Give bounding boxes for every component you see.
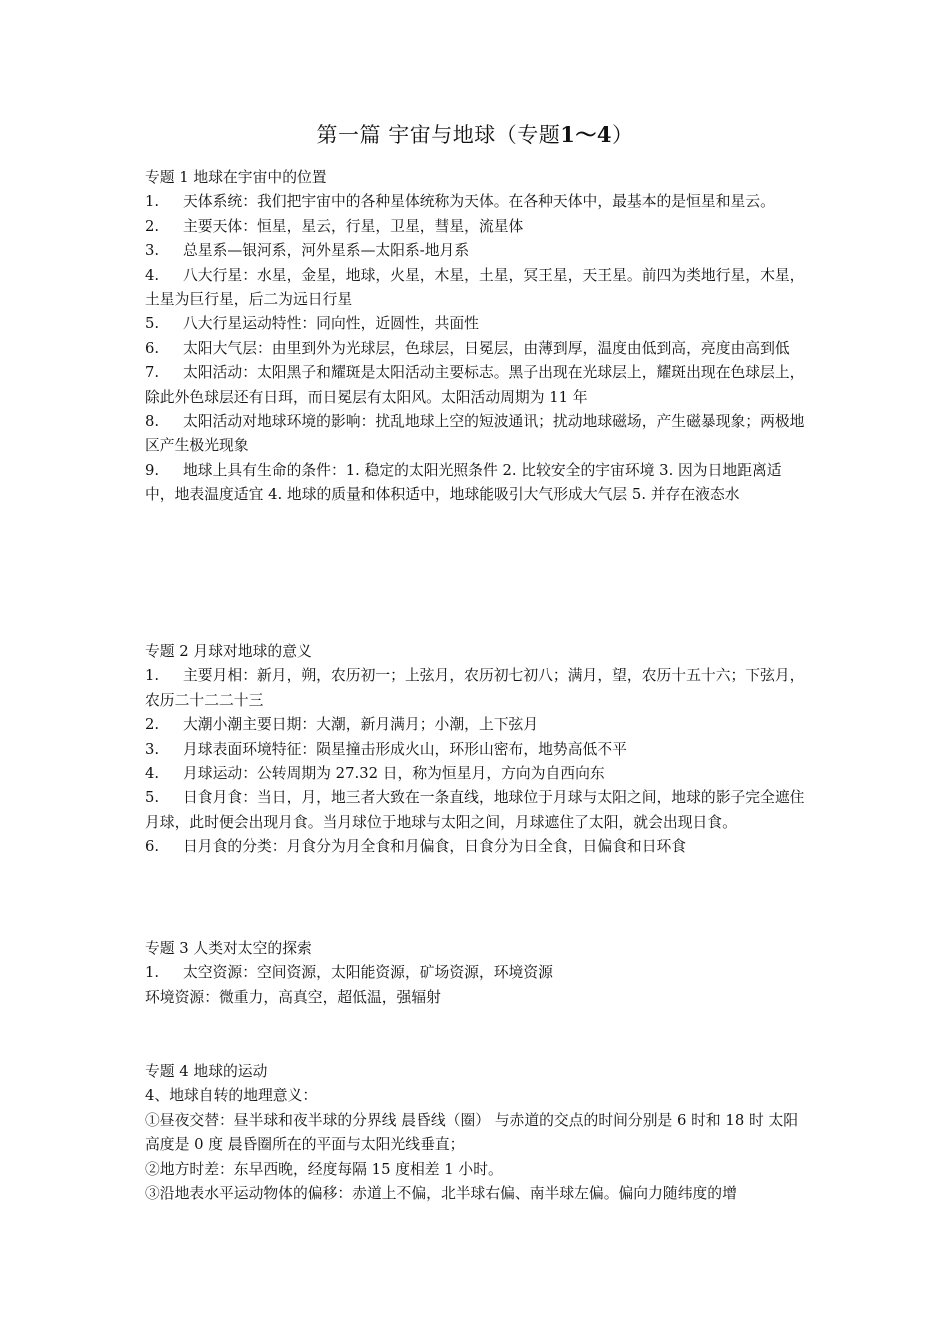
item-text: 太阳活动：太阳黑子和耀斑是太阳活动主要标志。黑子出现在光球层上，耀斑出现在色球层上，除此外色球层还有日珥，而日冕层有太阳风。太阳活动周期为 11 年 xyxy=(145,364,805,406)
list-item xyxy=(145,713,810,737)
item-text: ②地方时差：东早西晚，经度每隔 15 度相差 1 小时。 xyxy=(145,1160,503,1178)
item-text: 总星系—银河系，河外星系—太阳系-地月系 xyxy=(183,242,470,260)
item-number: 1. xyxy=(145,193,160,211)
list-item xyxy=(145,786,810,835)
item-text: 八大行星运动特性：同向性，近圆性，共面性 xyxy=(183,315,479,333)
section-heading: 专题 1 地球在宇宙中的位置 xyxy=(145,169,327,186)
item-number: 8. xyxy=(145,413,160,431)
list-item xyxy=(145,215,810,239)
list-item xyxy=(145,337,810,361)
section-heading: 专题 2 月球对地球的意义 xyxy=(145,643,312,660)
item-number: 9. xyxy=(145,461,160,479)
list-item xyxy=(145,1109,810,1158)
list-item xyxy=(145,664,810,713)
item-text: 日月食的分类：月食分为月全食和月偏食，日食分为日全食，日偏食和日环食 xyxy=(183,838,687,856)
item-number: 1. xyxy=(145,964,160,982)
list-item xyxy=(145,762,810,786)
item-text: ①昼夜交替：昼半球和夜半球的分界线 晨昏线（圈） 与赤道的交点的时间分别是 6 时和 18 时 太阳高度是 0 度 晨昏圈所在的平面与太阳光线垂直； xyxy=(145,1111,799,1154)
item-number: 2. xyxy=(145,217,160,235)
item-text: 环境资源：微重力，高真空，超低温，强辐射 xyxy=(145,988,441,1006)
item-text: 太阳大气层：由里到外为光球层，色球层，日冕层，由薄到厚，温度由低到高，亮度由高到低 xyxy=(183,339,790,357)
list-item xyxy=(145,361,810,410)
item-number: 6. xyxy=(145,838,160,856)
list-item xyxy=(145,986,810,1010)
page-title xyxy=(0,120,950,150)
section-heading: 专题 3 人类对太空的探索 xyxy=(145,940,312,957)
section-1 xyxy=(145,166,810,508)
item-text: 天体系统：我们把宇宙中的各种星体统称为天体。在各种天体中，最基本的是恒星和星云。 xyxy=(183,193,775,211)
item-text: 日食月食：当日，月，地三者大致在一条直线，地球位于月球与太阳之间，地球的影子完全遮住月球，此时便会出现月食。当月球位于地球与太阳之间，月球遮住了太阳，就会出现日食。 xyxy=(145,789,805,831)
item-number: 3. xyxy=(145,740,160,758)
item-text: 太空资源：空间资源，太阳能资源，矿场资源，环境资源 xyxy=(183,964,553,982)
item-text: 太阳活动对地球环境的影响：扰乱地球上空的短波通讯；扰动地球磁场，产生磁暴现象；两极地区产生极光现象 xyxy=(145,413,805,455)
list-item xyxy=(145,738,810,762)
list-item xyxy=(145,312,810,336)
list-item xyxy=(145,1084,810,1108)
item-number: 1. xyxy=(145,667,160,685)
item-text: 地球上具有生命的条件：1. 稳定的太阳光照条件 2. 比较安全的宇宙环境 3. 因为日地距离适中，地表温度适宜 4. 地球的质量和体积适中，地球能吸引大气形成大气层 5. 并存在液态水 xyxy=(145,461,782,504)
item-text: 主要天体：恒星，星云，行星，卫星，彗星，流星体 xyxy=(183,217,524,235)
title-suffix: ） xyxy=(611,123,634,147)
list-item xyxy=(145,459,810,508)
item-text: ③沿地表水平运动物体的偏移：赤道上不偏，北半球右偏、南半球左偏。偏向力随纬度的增 xyxy=(145,1185,737,1203)
item-text: 主要月相：新月，朔，农历初一；上弦月，农历初七初八；满月，望，农历十五十六；下弦月，农历二十二二十三 xyxy=(145,667,805,709)
section-heading: 专题 4 地球的运动 xyxy=(145,1063,268,1080)
list-item xyxy=(145,190,810,214)
item-number: 3. xyxy=(145,242,160,260)
item-number: 7. xyxy=(145,364,160,382)
list-item xyxy=(145,961,810,985)
title-range: 1～4 xyxy=(560,122,612,147)
list-item xyxy=(145,264,810,313)
section-3 xyxy=(145,937,810,1010)
item-number: 6. xyxy=(145,339,160,357)
list-item xyxy=(145,410,810,459)
item-text: 4、地球自转的地理意义： xyxy=(145,1087,318,1105)
title-prefix: 第一篇 宇宙与地球（专题 xyxy=(316,123,561,147)
item-text: 大潮小潮主要日期：大潮，新月满月；小潮，上下弦月 xyxy=(183,716,539,734)
section-2 xyxy=(145,640,810,860)
list-item xyxy=(145,239,810,263)
item-number: 5. xyxy=(145,315,160,333)
item-number: 4. xyxy=(145,266,160,284)
item-number: 5. xyxy=(145,789,160,807)
section-4 xyxy=(145,1060,810,1206)
item-text: 月球表面环境特征：陨星撞击形成火山，环形山密布，地势高低不平 xyxy=(183,740,627,758)
item-text: 月球运动：公转周期为 27.32 日，称为恒星月，方向为自西向东 xyxy=(183,765,605,783)
list-item xyxy=(145,1158,810,1182)
list-item xyxy=(145,1182,810,1206)
item-number: 2. xyxy=(145,716,160,734)
item-text: 八大行星：水星，金星，地球，火星，木星，土星，冥王星，天王星。前四为类地行星，木星，土星为巨行星，后二为远日行星 xyxy=(145,266,805,309)
list-item xyxy=(145,835,810,859)
item-number: 4. xyxy=(145,765,160,783)
